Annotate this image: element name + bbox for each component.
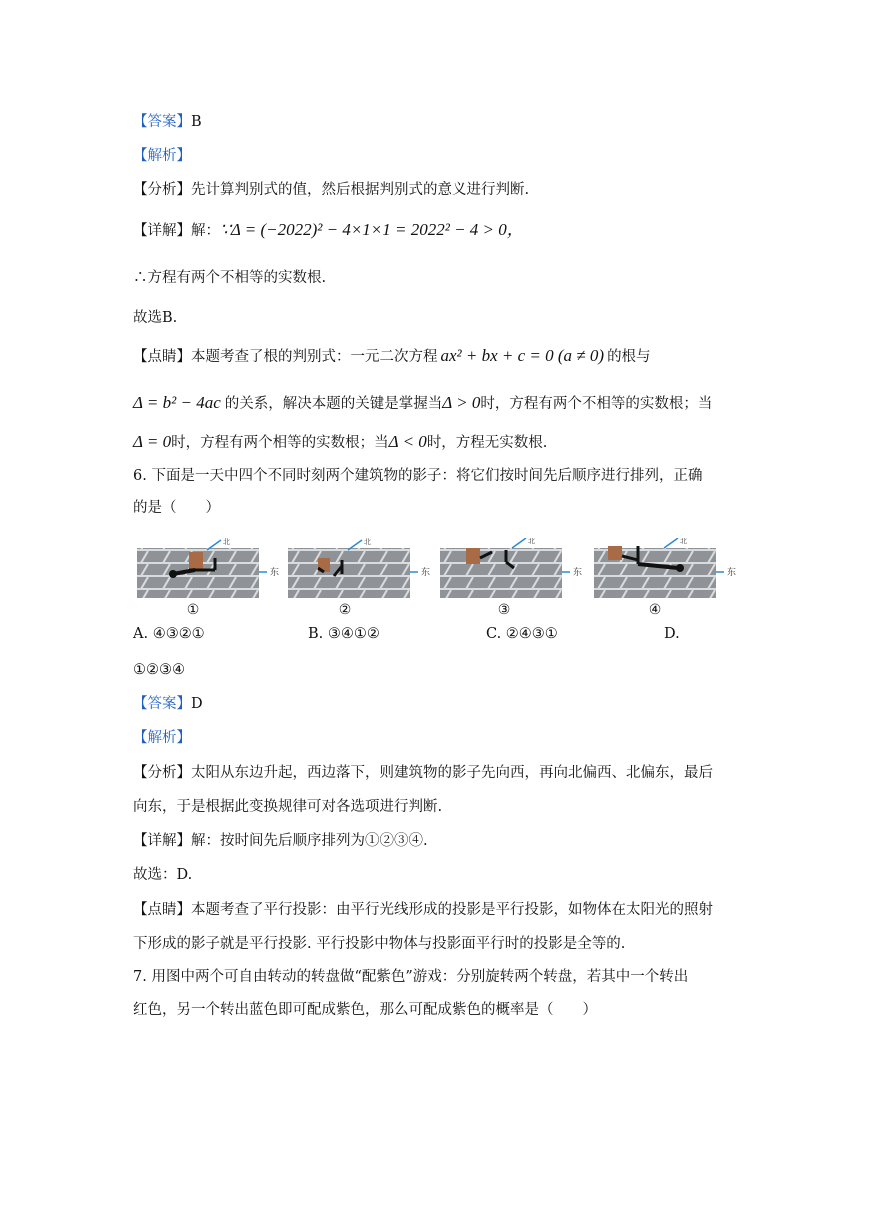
fenxi-tag: 【分析】: [133, 765, 191, 781]
option-d-wrap: ①②③④: [133, 662, 185, 678]
answer-value: B: [191, 114, 202, 130]
condition: Δ > 0: [442, 393, 481, 412]
answer-tag: 【答案】: [133, 114, 191, 130]
fenxi-line-1: [133, 763, 713, 783]
option-d: D.: [664, 626, 680, 642]
detail-text: 解：按时间先后顺序排列为①②③④.: [191, 833, 428, 849]
fenxi-text: 太阳从东边升起，西边落下，则建筑物的影子先向西，再向北偏西、北偏东，最后: [191, 765, 713, 781]
q7-stem-line-2: 红色，另一个转出蓝色即可配成紫色，那么可配成紫色的概率是（ ）: [133, 1002, 597, 1018]
option-a: A. ④③②①: [133, 626, 205, 642]
comment-text: 的根与: [607, 349, 651, 365]
comment-line-2: [133, 393, 712, 414]
shadow-figure-2: [288, 538, 420, 600]
figure-label: ②: [338, 602, 352, 618]
q6-stem-line-1: 6. 下面是一天中四个不同时刻两个建筑物的影子：将它们按时间先后顺序进行排列，正确: [133, 468, 703, 484]
detail-line: [133, 220, 524, 241]
north-label: 北: [680, 538, 687, 545]
north-label: 北: [223, 538, 230, 546]
north-label: 北: [528, 538, 535, 545]
condition: Δ = 0: [133, 432, 172, 451]
comment-line-1: [133, 900, 713, 920]
east-label: 东: [727, 568, 737, 578]
equation: ax² + bx + c = 0 (a ≠ 0): [440, 346, 605, 365]
north-label: 北: [364, 538, 371, 546]
east-label: 东: [573, 568, 583, 578]
condition: Δ < 0: [388, 432, 427, 451]
q7-stem-line-1: 7. 用图中两个可自由转动的转盘做“配紫色”游戏：分别旋转两个转盘，若其中一个转出: [133, 969, 689, 985]
answer-value: D: [191, 696, 203, 712]
east-label: 东: [270, 568, 280, 578]
comment-text: 本题考查了平行投影：由平行光线形成的投影是平行投影，如物体在太阳光的照射: [191, 902, 713, 918]
detail-tag: 【详解】: [133, 223, 191, 239]
comment-text: 本题考查了根的判别式：一元二次方程: [191, 349, 438, 365]
detail-math: ∵Δ = (−2022)² − 4×1×1 = 2022² − 4 > 0，: [220, 220, 524, 239]
comment-text: 时，方程无实数根.: [426, 435, 548, 451]
comment-text: 的关系，解决本题的关键是掌握当: [224, 396, 443, 412]
figure-label: ①: [186, 602, 200, 618]
comment-line-1: [133, 346, 651, 367]
fenxi-tag: 【分析】: [133, 182, 191, 198]
answer-line: [133, 694, 203, 714]
q6-stem-line-2: 的是（ ）: [133, 500, 220, 516]
shadow-figure-3: [440, 538, 572, 600]
option-c: C. ②④③①: [486, 626, 558, 642]
answer-line: [133, 112, 202, 132]
option-b: B. ③④①②: [308, 626, 380, 642]
figure-label: ④: [648, 602, 662, 618]
comment-line-2: 下形成的影子就是平行投影. 平行投影中物体与投影面平行时的投影是全等的.: [133, 936, 626, 952]
comment-line-3: [133, 432, 547, 453]
choice-line: 故选：D.: [133, 867, 193, 883]
detail-prefix: 解：: [191, 223, 220, 239]
choice-line: 故选B.: [133, 310, 178, 326]
east-label: 东: [421, 568, 431, 578]
conclusion-line: ∴方程有两个不相等的实数根.: [133, 270, 327, 286]
comment-text: 时，方程有两个不相等的实数根；当: [480, 396, 713, 412]
fenxi-line: [133, 180, 529, 200]
answer-tag: 【答案】: [133, 696, 191, 712]
shadow-figure-1: [137, 538, 269, 600]
comment-text: 时，方程有两个相等的实数根；当: [171, 435, 389, 451]
fenxi-text: 先计算判别式的值，然后根据判别式的意义进行判断.: [191, 182, 530, 198]
comment-tag: 【点睛】: [133, 349, 191, 365]
figure-label: ③: [497, 602, 511, 618]
fenxi-line-2: 向东，于是根据此变换规律可对各选项进行判断.: [133, 799, 443, 815]
comment-tag: 【点睛】: [133, 902, 191, 918]
detail-line: [133, 831, 428, 851]
analysis-tag: 【解析】: [133, 730, 191, 746]
detail-tag: 【详解】: [133, 833, 191, 849]
shadow-figure-4: [594, 538, 726, 600]
analysis-tag: 【解析】: [133, 148, 191, 164]
discriminant: Δ = b² − 4ac: [133, 393, 221, 412]
